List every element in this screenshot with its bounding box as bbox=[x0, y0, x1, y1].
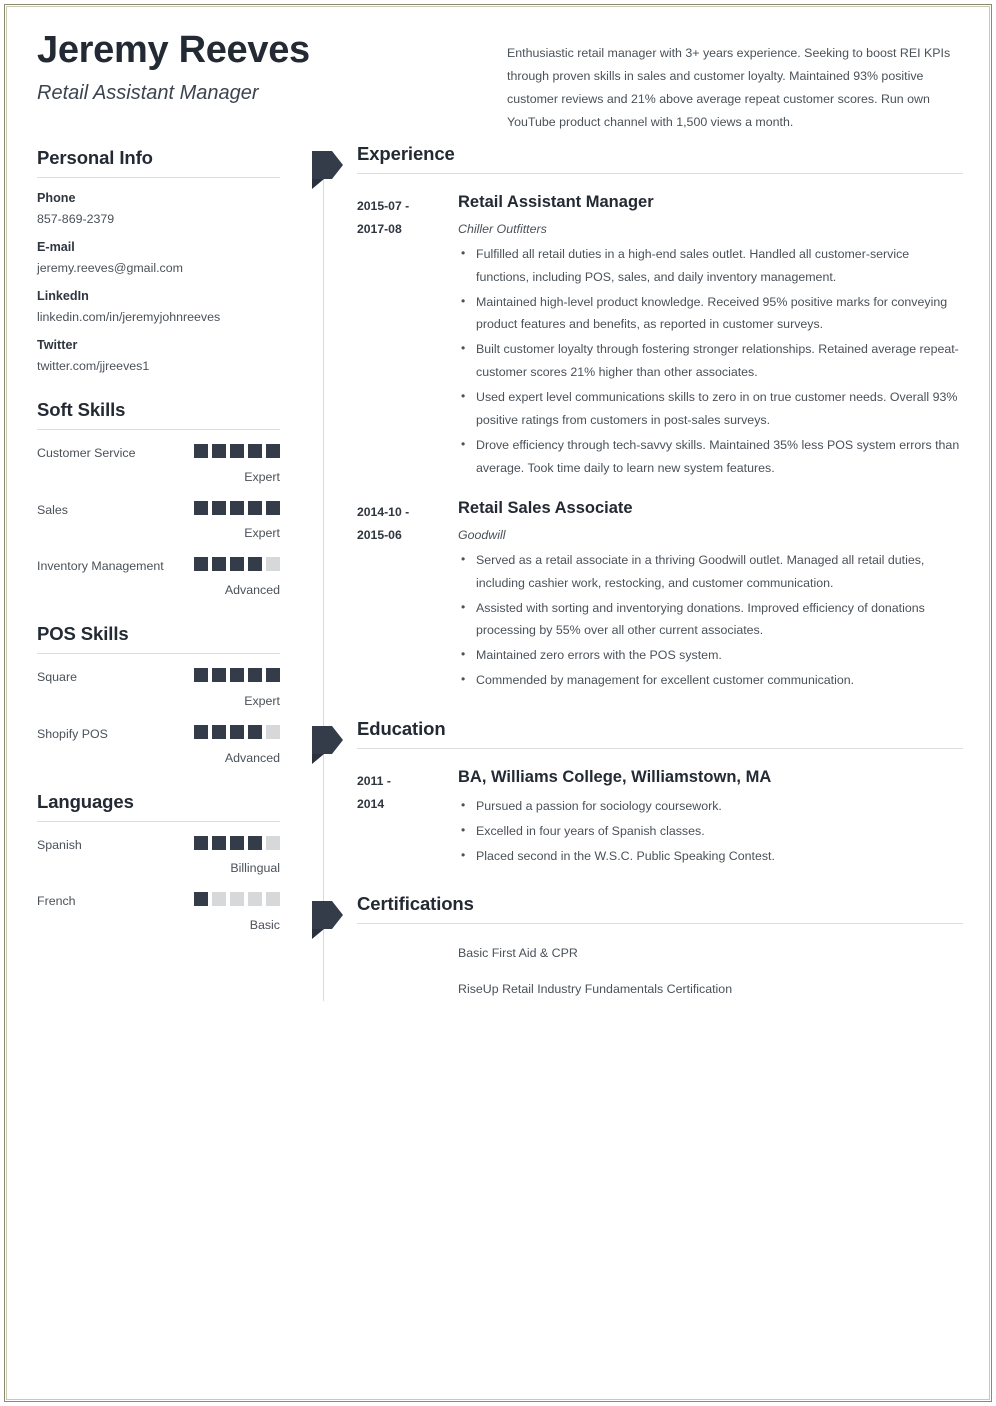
info-value-twitter[interactable]: twitter.com/jjreeves1 bbox=[37, 359, 150, 373]
main-content bbox=[310, 143, 965, 1001]
rating-square-filled bbox=[248, 668, 262, 682]
entry-date-range bbox=[357, 498, 458, 692]
section-title: Experience bbox=[357, 143, 455, 164]
professional-summary: Enthusiastic retail manager with 3+ years experience. Seeking to boost REI KPIs through proven skills in sales and customer loyalty. Maintained 93% positive customer reviews and 21% above average repeat customer scores. Run own YouTube product channel with 1,500 views a month. bbox=[507, 46, 951, 129]
section-divider bbox=[37, 653, 280, 654]
entry-bullet-list bbox=[458, 549, 965, 693]
section-divider bbox=[37, 429, 280, 430]
section-header bbox=[357, 718, 965, 749]
skill-level-label: Advanced bbox=[224, 750, 280, 765]
skill-row bbox=[37, 443, 280, 484]
rating-square-filled bbox=[230, 668, 244, 682]
skill-row bbox=[37, 724, 280, 765]
bullet-item: • Maintained zero errors with the POS system. bbox=[458, 644, 965, 667]
bullet-item: • Excelled in four years of Spanish classes. bbox=[458, 820, 965, 843]
rating-square-filled bbox=[248, 501, 262, 515]
section-title: POS Skills bbox=[37, 623, 129, 645]
entry-date-range bbox=[357, 192, 458, 480]
bullet-item: • Commended by management for excellent customer communication. bbox=[458, 669, 965, 692]
rating-square-filled bbox=[266, 444, 280, 458]
section-title: Languages bbox=[37, 790, 134, 812]
rating-square-filled bbox=[248, 836, 262, 850]
entry-date-end: 2014 bbox=[357, 796, 385, 811]
skill-name: Square bbox=[37, 670, 77, 685]
certification-item: Basic First Aid & CPR bbox=[458, 945, 578, 960]
rating-square-filled bbox=[194, 892, 208, 906]
rating-square-empty bbox=[266, 836, 280, 850]
rating-square-filled bbox=[194, 836, 208, 850]
rating-square-empty bbox=[248, 892, 262, 906]
timeline-entry bbox=[357, 749, 965, 867]
section-title: Personal Info bbox=[37, 147, 153, 168]
skill-level-label: Advanced bbox=[224, 583, 280, 598]
skill-name: Inventory Management bbox=[37, 559, 164, 574]
rating-square-empty bbox=[266, 725, 280, 739]
entry-body bbox=[458, 767, 965, 867]
skill-level-label: Basic bbox=[249, 917, 280, 932]
section-title: Soft Skills bbox=[37, 399, 126, 420]
personal-info-list bbox=[37, 191, 280, 373]
section-title: Certifications bbox=[357, 892, 474, 914]
rating-square-empty bbox=[266, 557, 280, 571]
rating-square-empty bbox=[212, 892, 226, 906]
entry-date-start: 2011 - bbox=[357, 774, 391, 789]
skill-rating-dots bbox=[194, 892, 280, 906]
section-pos-skills bbox=[37, 623, 280, 764]
rating-square-filled bbox=[248, 557, 262, 571]
skill-level-label: Expert bbox=[244, 693, 280, 708]
rating-square-filled bbox=[212, 557, 226, 571]
entry-date-end: 2015-06 bbox=[357, 527, 402, 542]
timeline-entry bbox=[357, 480, 965, 692]
certification-list bbox=[357, 924, 965, 1001]
skill-level-label: Expert bbox=[244, 469, 280, 484]
section-flag-icon bbox=[310, 147, 344, 189]
section-flag-icon bbox=[310, 897, 344, 939]
entry-title: Retail Assistant Manager bbox=[458, 193, 654, 211]
rating-square-filled bbox=[212, 444, 226, 458]
bullet-item: • Placed second in the W.S.C. Public Speaking Contest. bbox=[458, 845, 965, 868]
rating-square-filled bbox=[194, 725, 208, 739]
rating-square-filled bbox=[194, 501, 208, 515]
info-value-linkedin[interactable]: linkedin.com/in/jeremyjohnreeves bbox=[37, 310, 221, 324]
entry-title: Retail Sales Associate bbox=[458, 499, 633, 517]
rating-square-filled bbox=[230, 501, 244, 515]
entry-date-start: 2015-07 - bbox=[357, 199, 410, 213]
skill-row bbox=[37, 500, 280, 541]
section-soft-skills bbox=[37, 399, 280, 597]
section-title: Education bbox=[357, 718, 446, 740]
entry-bullet-list bbox=[458, 795, 965, 868]
bullet-item: • Built customer loyalty through fostering stronger relationships. Retained average repeat-customer scores 21% higher than other associates. bbox=[458, 338, 965, 384]
soft-skills-list bbox=[37, 443, 280, 597]
rating-square-filled bbox=[194, 668, 208, 682]
info-label-twitter: Twitter bbox=[37, 338, 78, 352]
info-value-e-mail[interactable]: jeremy.reeves@gmail.com bbox=[37, 261, 183, 275]
section-flag-icon bbox=[310, 722, 344, 764]
skill-name: Sales bbox=[37, 502, 68, 517]
rating-square-filled bbox=[266, 501, 280, 515]
bullet-item: • Pursued a passion for sociology coursework. bbox=[458, 795, 965, 818]
rating-square-filled bbox=[248, 444, 262, 458]
skill-rating-dots bbox=[194, 725, 280, 739]
entry-body bbox=[458, 498, 965, 692]
rating-square-empty bbox=[266, 892, 280, 906]
pos-skills-list bbox=[37, 667, 280, 764]
section-header bbox=[357, 893, 965, 924]
skill-row bbox=[37, 835, 280, 876]
section-header bbox=[357, 143, 965, 174]
section-personal-info bbox=[37, 147, 280, 373]
section-experience bbox=[310, 143, 965, 692]
rating-square-filled bbox=[212, 668, 226, 682]
info-value-phone[interactable]: 857-869-2379 bbox=[37, 212, 115, 226]
rating-square-empty bbox=[230, 892, 244, 906]
bullet-item: • Fulfilled all retail duties in a high-end sales outlet. Handled all customer-service functions, including POS, sales, and daily inventory management. bbox=[458, 243, 965, 289]
skill-rating-dots bbox=[194, 557, 280, 571]
rating-square-filled bbox=[230, 725, 244, 739]
entry-date-end: 2017-08 bbox=[357, 221, 402, 236]
rating-square-filled bbox=[212, 725, 226, 739]
rating-square-filled bbox=[230, 836, 244, 850]
rating-square-filled bbox=[194, 557, 208, 571]
skill-rating-dots bbox=[194, 836, 280, 850]
bullet-item: • Maintained high-level product knowledge. Received 95% positive marks for conveying product features and benefits, as reported in customer surveys. bbox=[458, 291, 965, 337]
skill-row bbox=[37, 891, 280, 932]
rating-square-filled bbox=[194, 444, 208, 458]
info-label-e-mail: E-mail bbox=[37, 240, 75, 254]
languages-list bbox=[37, 835, 280, 932]
section-education bbox=[310, 718, 965, 867]
rating-square-filled bbox=[230, 444, 244, 458]
skill-row bbox=[37, 556, 280, 597]
certification-item: RiseUp Retail Industry Fundamentals Certification bbox=[458, 981, 733, 996]
resume-header bbox=[37, 29, 962, 129]
entry-bullet-list bbox=[458, 243, 965, 480]
section-divider bbox=[37, 821, 280, 822]
section-languages bbox=[37, 791, 280, 932]
section-divider bbox=[37, 177, 280, 178]
skill-rating-dots bbox=[194, 444, 280, 458]
timeline-entry bbox=[357, 174, 965, 480]
rating-square-filled bbox=[212, 501, 226, 515]
sidebar bbox=[37, 147, 280, 932]
entry-organization: Chiller Outfitters bbox=[458, 221, 547, 236]
bullet-item: • Used expert level communications skills to zero in on true customer needs. Overall 93% positive ratings from customers in post-sales surveys. bbox=[458, 386, 965, 432]
rating-square-filled bbox=[266, 668, 280, 682]
skill-name: Spanish bbox=[37, 837, 82, 852]
rating-square-filled bbox=[212, 836, 226, 850]
skill-name: Customer Service bbox=[37, 446, 136, 460]
bullet-item: • Assisted with sorting and inventorying donations. Improved efficiency of donations processing by 55% over all other current associates. bbox=[458, 597, 965, 643]
rating-square-filled bbox=[248, 725, 262, 739]
skill-rating-dots bbox=[194, 501, 280, 515]
section-certifications bbox=[310, 893, 965, 1001]
entry-date-start: 2014-10 - bbox=[357, 505, 410, 519]
skill-name: French bbox=[37, 894, 76, 909]
candidate-job-title: Retail Assistant Manager bbox=[37, 81, 259, 104]
skill-row bbox=[37, 667, 280, 708]
entry-organization: Goodwill bbox=[458, 527, 506, 542]
skill-name: Shopify POS bbox=[37, 726, 108, 741]
bullet-item: • Served as a retail associate in a thriving Goodwill outlet. Managed all retail duties, including cashier work, restocking, and customer communication. bbox=[458, 549, 965, 595]
info-label-linkedin: LinkedIn bbox=[37, 289, 89, 303]
entry-body bbox=[458, 192, 965, 480]
entry-date-range bbox=[357, 767, 458, 867]
candidate-name: Jeremy Reeves bbox=[37, 29, 310, 71]
info-label-phone: Phone bbox=[37, 191, 76, 205]
entry-title: BA, Williams College, Williamstown, MA bbox=[458, 768, 772, 787]
bullet-item: • Drove efficiency through tech-savvy skills. Maintained 35% less POS system errors than average. Took time daily to learn new system features. bbox=[458, 434, 965, 480]
skill-rating-dots bbox=[194, 668, 280, 682]
rating-square-filled bbox=[230, 557, 244, 571]
skill-level-label: Billingual bbox=[230, 861, 280, 876]
skill-level-label: Expert bbox=[244, 526, 280, 541]
